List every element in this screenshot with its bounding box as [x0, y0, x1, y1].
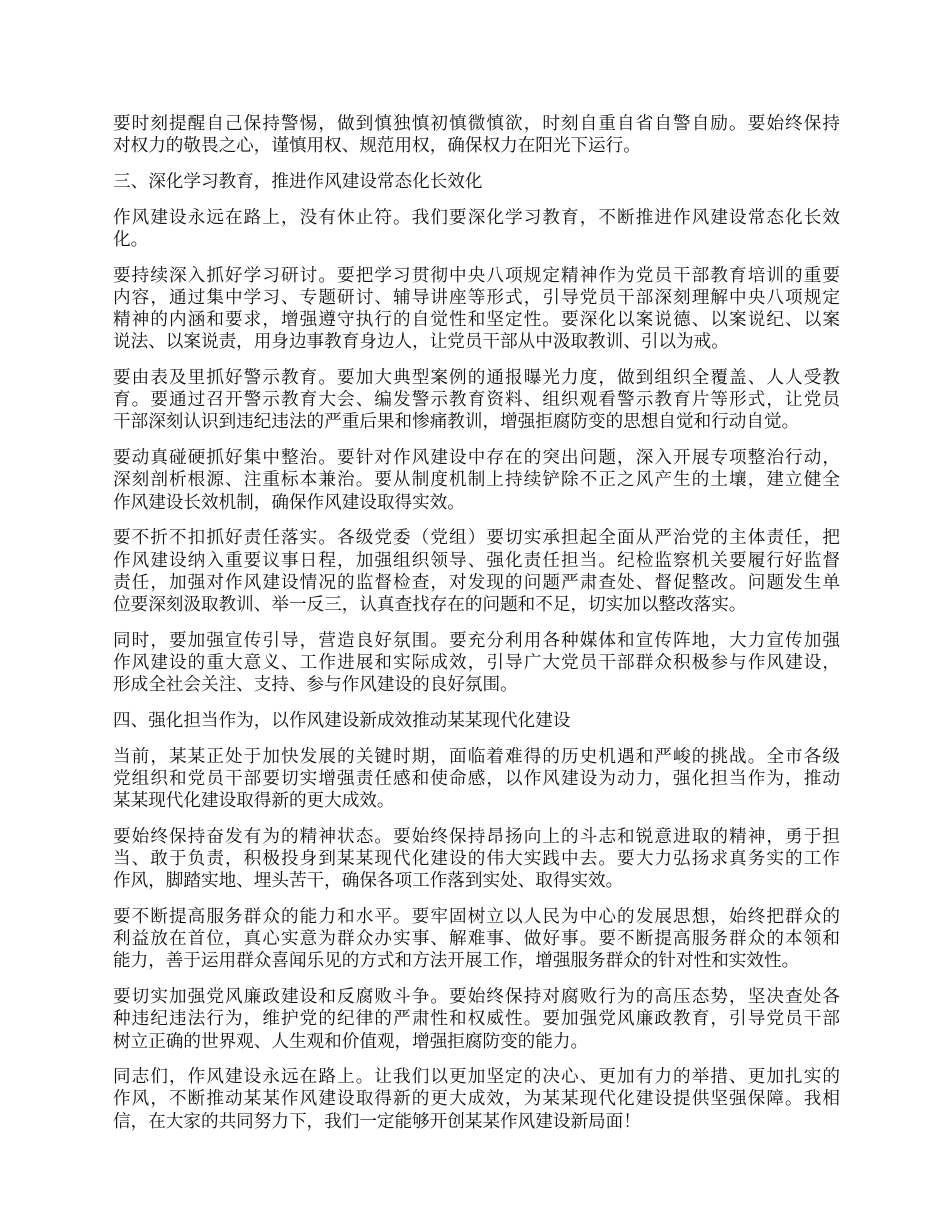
text-line: 责任，加强对作风建设情况的监督检查，对发现的问题严肃查处、督促整改。问题发生单	[113, 572, 840, 593]
text-line: 利益放在首位，真心实意为群众办实事、解难事、做好事。要不断提高服务群众的本领和	[113, 929, 840, 950]
text-line: 同时，要加强宣传引导，营造良好氛围。要充分利用各种媒体和宣传阵地，大力宣传加强	[113, 630, 840, 651]
text-line: 说法、以案说责，用身边事教育身边人，让党员干部从中汲取教训、引以为戒。	[113, 332, 729, 353]
text-line: 形成全社会关注、支持、参与作风建设的良好氛围。	[113, 675, 518, 696]
text-line: 要切实加强党风廉政建设和反腐败斗争。要始终保持对腐败行为的高压态势，坚决查处各	[113, 987, 840, 1008]
text-line: 位要深刻汲取教训、举一反三，认真查找存在的问题和不足，切实加以整改落实。	[113, 594, 747, 615]
text-line: 党组织和党员干部要切实增强责任感和使命感，以作风建设为动力，强化担当作为，推动	[113, 768, 840, 789]
text-line: 精神的内涵和要求，增强遵守执行的自觉性和坚定性。要深化以案说德、以案说纪、以案	[113, 310, 840, 331]
text-line: 当、敢于负责，积极投身到某某现代化建设的伟大实践中去。要大力弘扬求真务实的工作	[113, 849, 840, 869]
paragraph	[113, 630, 840, 697]
text-line: 要始终保持奋发有为的精神状态。要始终保持昂扬向上的斗志和锐意进取的精神，勇于担	[113, 826, 840, 847]
paragraph	[113, 113, 840, 157]
text-line: 某某现代化建设取得新的更大成效。	[113, 791, 395, 812]
text-line: 干部深刻认识到违纪违法的严重后果和惨痛教训，增强拒腐防变的思想自觉和行动自觉。	[113, 412, 800, 433]
text-line: 作风建设的重大意义、工作进展和实际成效，引导广大党员干部群众积极参与作风建设，	[113, 652, 840, 673]
text-line: 当前，某某正处于加快发展的关键时期，面临着难得的历史机遇和严峻的挑战。全市各级	[113, 746, 840, 767]
text-line: 对权力的敬畏之心，谨慎用权、规范用权，确保权力在阳光下运行。	[113, 136, 641, 157]
text-line: 作风建设纳入重要议事日程，加强组织领导、强化责任担当。纪检监察机关要履行好监督	[113, 550, 840, 571]
paragraph	[113, 527, 840, 616]
section-heading	[113, 171, 840, 193]
text-line: 深刻剖析根源、注重标本兼治。要从制度机制上持续铲除不正之风产生的土壤，建立健全	[113, 470, 840, 491]
paragraph	[113, 1066, 840, 1133]
text-line: 作风，脚踏实地、埋头苦干，确保各项工作落到实处、取得实效。	[113, 871, 624, 892]
text-line: 作风建设长效机制，确保作风建设取得实效。	[113, 492, 465, 513]
paragraph	[113, 367, 840, 434]
text-line: 要持续深入抓好学习研讨。要把学习贯彻中央八项规定精神作为党员干部教育培训的重要	[113, 265, 840, 286]
text-line: 树立正确的世界观、人生观和价值观，增强拒腐防变的能力。	[113, 1031, 589, 1052]
paragraph	[113, 746, 840, 813]
paragraph	[113, 906, 840, 973]
text-line: 要不断提高服务群众的能力和水平。要牢固树立以人民为中心的发展思想，始终把群众的	[113, 906, 840, 927]
section-heading	[113, 710, 840, 732]
text-line: 种违纪违法行为，维护党的纪律的严肃性和权威性。要加强党风廉政教育，引导党员干部	[113, 1009, 840, 1030]
paragraph	[113, 207, 840, 251]
text-line: 三、深化学习教育，推进作风建设常态化长效化	[113, 171, 483, 192]
text-line: 要动真碰硬抓好集中整治。要针对作风建设中存在的突出问题，深入开展专项整治行动，	[113, 448, 840, 469]
text-line: 能力，善于运用群众喜闻乐见的方式和方法开展工作，增强服务群众的针对性和实效性。	[113, 951, 800, 972]
paragraph	[113, 826, 840, 893]
text-line: 作风建设永远在路上，没有休止符。我们要深化学习教育，不断推进作风建设常态化长效	[113, 207, 840, 228]
text-line: 要不折不扣抓好责任落实。各级党委（党组）要切实承担起全面从严治党的主体责任，把	[113, 528, 840, 549]
paragraph	[113, 447, 840, 514]
text-line: 要由表及里抓好警示教育。要加大典型案例的通报曝光力度，做到组织全覆盖、人人受教	[113, 368, 840, 389]
text-line: 同志们，作风建设永远在路上。让我们以更加坚定的决心、更加有力的举措、更加扎实的	[113, 1067, 840, 1088]
text-line: 育。要通过召开警示教育大会、编发警示教育资料、组织观看警示教育片等形式，让党员	[113, 390, 840, 411]
document-body	[113, 113, 840, 1146]
text-line: 四、强化担当作为，以作风建设新成效推动某某现代化建设	[113, 710, 571, 731]
paragraph	[113, 265, 840, 354]
text-line: 化。	[113, 229, 149, 250]
text-line: 作风，不断推动某某作风建设取得新的更大成效，为某某现代化建设提供坚强保障。我相	[113, 1089, 840, 1110]
text-line: 要时刻提醒自己保持警惕，做到慎独慎初慎微慎欲，时刻自重自省自警自励。要始终保持	[113, 114, 840, 134]
text-line: 内容，通过集中学习、专题研讨、辅导讲座等形式，引导党员干部深刻理解中央八项规定	[113, 287, 840, 308]
text-line: 信，在大家的共同努力下，我们一定能够开创某某作风建设新局面！	[113, 1111, 641, 1132]
paragraph	[113, 986, 840, 1053]
